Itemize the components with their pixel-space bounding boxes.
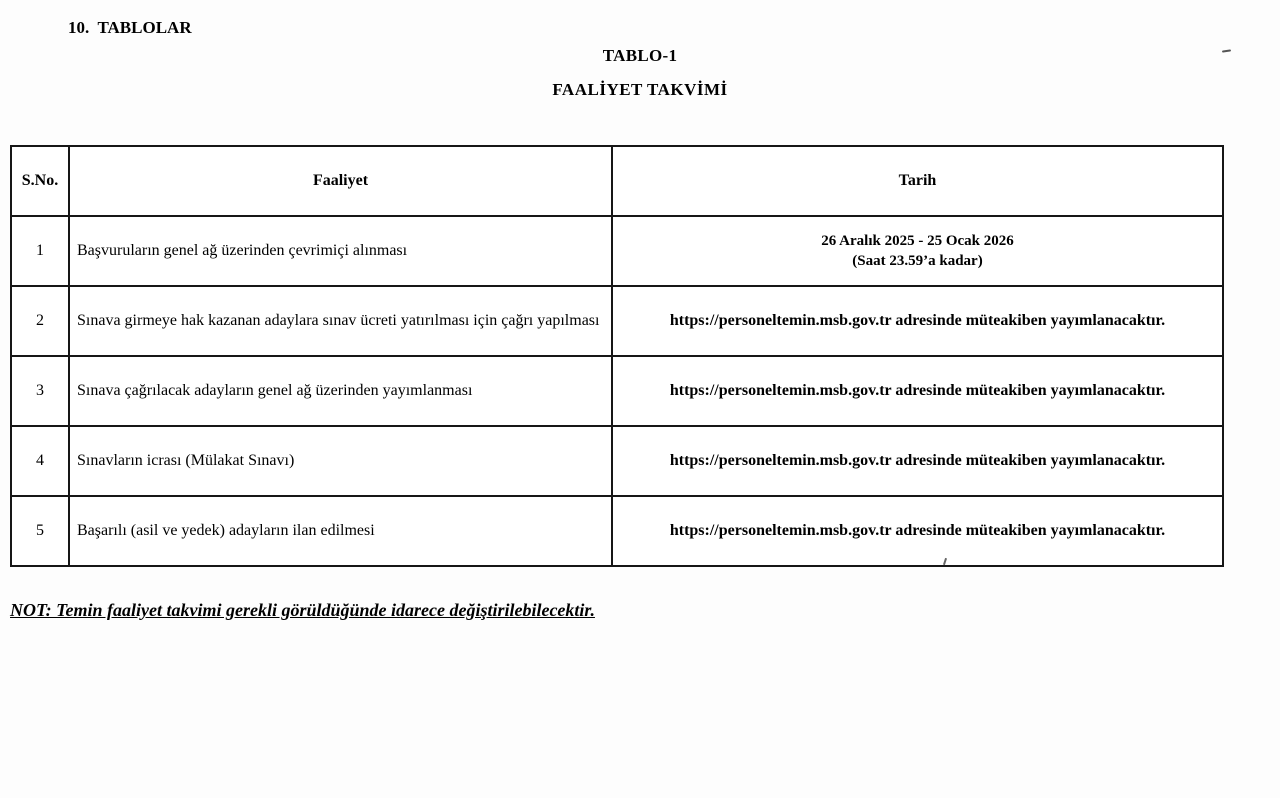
date-range: 26 Aralık 2025 - 25 Ocak 2026 (821, 232, 1014, 249)
activity-calendar-table (10, 145, 1224, 567)
table-row (11, 496, 1223, 566)
row-activity: Sınava çağrılacak adayların genel ağ üzerinden yayımlanması (69, 356, 612, 426)
row-date: https://personeltemin.msb.gov.tr adresinde müteakiben yayımlanacaktır. (612, 426, 1223, 496)
table-row (11, 286, 1223, 356)
row-activity: Sınava girmeye hak kazanan adaylara sınav ücreti yatırılması için çağrı yapılması (69, 286, 612, 356)
row-activity: Sınavların icrası (Mülakat Sınavı) (69, 426, 612, 496)
header-tarih: Tarih (612, 146, 1223, 216)
table-header-row (11, 146, 1223, 216)
table-row (11, 216, 1223, 286)
row-date: https://personeltemin.msb.gov.tr adresinde müteakiben yayımlanacaktır. (612, 286, 1223, 356)
row-date (612, 216, 1223, 286)
table-row (11, 426, 1223, 496)
row-number: 4 (11, 426, 69, 496)
row-number: 1 (11, 216, 69, 286)
table-body (11, 216, 1223, 566)
footnote: NOT: Temin faaliyet takvimi gerekli görüldüğünde idarece değiştirilebilecektir. (10, 600, 595, 620)
header-faaliyet: Faaliyet (69, 146, 612, 216)
table-header (11, 146, 1223, 216)
row-number: 5 (11, 496, 69, 566)
section-heading: 10. TABLOLAR (68, 18, 192, 37)
table-subtitle: FAALİYET TAKVİMİ (552, 80, 728, 99)
row-number: 2 (11, 286, 69, 356)
date-deadline: (Saat 23.59’a kadar) (852, 253, 983, 269)
header-sno: S.No. (11, 146, 69, 216)
row-number: 3 (11, 356, 69, 426)
row-date: https://personeltemin.msb.gov.tr adresinde müteakiben yayımlanacaktır. (612, 496, 1223, 566)
table-title: TABLO-1 (602, 46, 678, 65)
row-activity: Başvuruların genel ağ üzerinden çevrimiçi alınması (69, 216, 612, 286)
row-activity: Başarılı (asil ve yedek) adayların ilan edilmesi (69, 496, 612, 566)
table-row (11, 356, 1223, 426)
row-date: https://personeltemin.msb.gov.tr adresinde müteakiben yayımlanacaktır. (612, 356, 1223, 426)
title-block (0, 46, 1280, 100)
